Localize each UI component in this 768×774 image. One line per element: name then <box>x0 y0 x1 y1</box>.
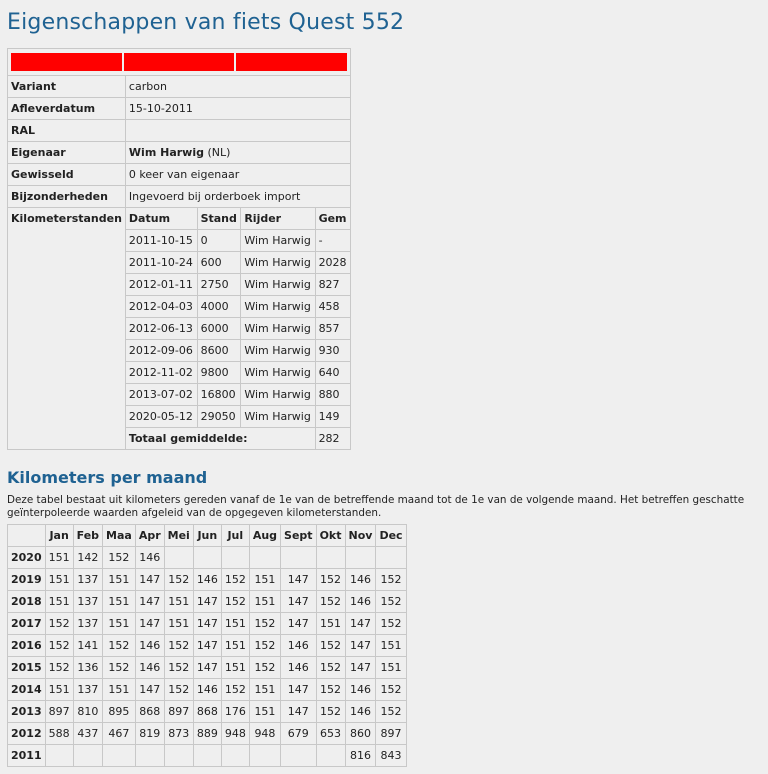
year-label: 2017 <box>8 613 46 635</box>
monthly-value-cell: 810 <box>73 701 102 723</box>
monthly-value-cell <box>376 547 406 569</box>
monthly-value-cell <box>193 547 221 569</box>
monthly-row <box>8 569 407 591</box>
monthly-value-cell: 895 <box>103 701 136 723</box>
monthly-value-cell: 151 <box>316 613 345 635</box>
bijzonderheden-value: Ingevoerd bij orderboek import <box>125 186 350 208</box>
km-stand-cell: 4000 <box>197 296 241 318</box>
km-datum-cell: 2013-07-02 <box>126 384 197 406</box>
monthly-value-cell: 137 <box>73 591 102 613</box>
monthly-value-cell: 152 <box>249 635 280 657</box>
monthly-value-cell: 151 <box>221 657 249 679</box>
color-swatch <box>236 53 347 71</box>
gewisseld-label: Gewisseld <box>8 164 126 186</box>
monthly-row <box>8 701 407 723</box>
monthly-value-cell <box>316 547 345 569</box>
monthly-value-cell: 147 <box>281 701 317 723</box>
monthly-value-cell <box>345 547 376 569</box>
km-stand-cell: 6000 <box>197 318 241 340</box>
month-header: Nov <box>345 525 376 547</box>
km-datum-cell: 2012-01-11 <box>126 274 197 296</box>
km-rijder-cell: Wim Harwig <box>241 362 315 384</box>
monthly-value-cell: 152 <box>316 591 345 613</box>
monthly-value-cell: 147 <box>193 591 221 613</box>
monthly-value-cell: 152 <box>103 635 136 657</box>
monthly-value-cell: 816 <box>345 745 376 767</box>
monthly-value-cell: 151 <box>249 701 280 723</box>
year-label: 2011 <box>8 745 46 767</box>
monthly-value-cell <box>281 547 317 569</box>
km-total-value: 282 <box>315 428 350 450</box>
monthly-value-cell: 860 <box>345 723 376 745</box>
monthly-value-cell: 897 <box>376 723 406 745</box>
km-rijder-cell: Wim Harwig <box>241 252 315 274</box>
monthly-value-cell: 146 <box>345 701 376 723</box>
monthly-value-cell: 147 <box>345 635 376 657</box>
monthly-value-cell: 151 <box>221 613 249 635</box>
owner-name: Wim Harwig <box>128 146 204 159</box>
year-label: 2018 <box>8 591 46 613</box>
monthly-value-cell: 152 <box>376 613 406 635</box>
monthly-value-cell: 152 <box>164 635 193 657</box>
monthly-value-cell: 151 <box>45 591 73 613</box>
gewisseld-row <box>8 164 351 186</box>
km-stand-cell: 600 <box>197 252 241 274</box>
monthly-value-cell: 151 <box>376 635 406 657</box>
monthly-value-cell: 146 <box>135 635 164 657</box>
year-label: 2014 <box>8 679 46 701</box>
km-datum-cell: 2012-06-13 <box>126 318 197 340</box>
monthly-corner-cell <box>8 525 46 547</box>
monthly-value-cell: 868 <box>193 701 221 723</box>
month-header: Feb <box>73 525 102 547</box>
km-gem-cell: 640 <box>315 362 350 384</box>
monthly-value-cell: 141 <box>73 635 102 657</box>
color-bar-row <box>8 49 351 76</box>
monthly-value-cell: 147 <box>135 591 164 613</box>
monthly-value-cell <box>221 745 249 767</box>
km-row <box>126 230 350 252</box>
km-gem-cell: 880 <box>315 384 350 406</box>
monthly-value-cell: 437 <box>73 723 102 745</box>
monthly-value-cell: 889 <box>193 723 221 745</box>
km-stand-cell: 29050 <box>197 406 241 428</box>
monthly-value-cell: 147 <box>281 679 317 701</box>
km-rijder-cell: Wim Harwig <box>241 296 315 318</box>
monthly-value-cell <box>193 745 221 767</box>
km-row <box>126 252 350 274</box>
monthly-value-cell <box>103 745 136 767</box>
km-header-rijder: Rijder <box>241 208 315 230</box>
monthly-row <box>8 723 407 745</box>
monthly-value-cell: 152 <box>249 657 280 679</box>
monthly-value-cell: 152 <box>164 657 193 679</box>
km-header-row <box>126 208 350 230</box>
monthly-row <box>8 591 407 613</box>
owner-country: (NL) <box>203 146 231 159</box>
monthly-value-cell: 152 <box>103 547 136 569</box>
gewisseld-value: 0 keer van eigenaar <box>125 164 350 186</box>
monthly-value-cell <box>45 745 73 767</box>
monthly-title: Kilometers per maand <box>7 468 208 487</box>
afleverdatum-value: 15-10-2011 <box>125 98 350 120</box>
km-row <box>126 384 350 406</box>
monthly-value-cell: 146 <box>345 591 376 613</box>
month-header: Jan <box>45 525 73 547</box>
km-row <box>126 274 350 296</box>
km-gem-cell: 827 <box>315 274 350 296</box>
month-header: Jun <box>193 525 221 547</box>
month-header: Maa <box>103 525 136 547</box>
km-gem-cell: 930 <box>315 340 350 362</box>
year-label: 2012 <box>8 723 46 745</box>
monthly-value-cell: 152 <box>316 657 345 679</box>
monthly-value-cell: 146 <box>345 569 376 591</box>
bijzonderheden-label: Bijzonderheden <box>8 186 126 208</box>
km-header-stand: Stand <box>197 208 241 230</box>
monthly-value-cell <box>135 745 164 767</box>
monthly-value-cell <box>316 745 345 767</box>
monthly-value-cell: 467 <box>103 723 136 745</box>
page-title: Eigenschappen van fiets Quest 552 <box>7 10 405 35</box>
month-header: Jul <box>221 525 249 547</box>
monthly-table <box>7 524 407 767</box>
color-swatch <box>11 53 122 71</box>
eigenaar-row <box>8 142 351 164</box>
monthly-value-cell: 897 <box>164 701 193 723</box>
monthly-value-cell: 151 <box>103 591 136 613</box>
kilometerstanden-label: Kilometerstanden <box>8 208 126 450</box>
monthly-value-cell: 136 <box>73 657 102 679</box>
monthly-value-cell: 868 <box>135 701 164 723</box>
monthly-value-cell: 152 <box>376 569 406 591</box>
km-rijder-cell: Wim Harwig <box>241 274 315 296</box>
monthly-row <box>8 547 407 569</box>
monthly-value-cell: 147 <box>345 613 376 635</box>
monthly-value-cell: 152 <box>45 635 73 657</box>
monthly-row <box>8 613 407 635</box>
monthly-value-cell: 146 <box>281 657 317 679</box>
monthly-value-cell: 152 <box>164 569 193 591</box>
km-header-datum: Datum <box>126 208 197 230</box>
monthly-value-cell <box>164 745 193 767</box>
monthly-value-cell: 679 <box>281 723 317 745</box>
km-gem-cell: 458 <box>315 296 350 318</box>
bijzonderheden-row <box>8 186 351 208</box>
monthly-row <box>8 679 407 701</box>
month-header: Okt <box>316 525 345 547</box>
km-rijder-cell: Wim Harwig <box>241 230 315 252</box>
monthly-value-cell: 588 <box>45 723 73 745</box>
variant-value: carbon <box>125 76 350 98</box>
monthly-value-cell: 147 <box>193 635 221 657</box>
monthly-value-cell: 152 <box>221 569 249 591</box>
monthly-value-cell: 151 <box>164 613 193 635</box>
variant-row <box>8 76 351 98</box>
monthly-value-cell: 151 <box>45 547 73 569</box>
km-gem-cell: - <box>315 230 350 252</box>
monthly-value-cell: 152 <box>316 701 345 723</box>
monthly-value-cell: 152 <box>45 657 73 679</box>
monthly-value-cell: 151 <box>221 635 249 657</box>
month-header: Aug <box>249 525 280 547</box>
month-header: Sept <box>281 525 317 547</box>
monthly-header-row <box>8 525 407 547</box>
km-stand-cell: 0 <box>197 230 241 252</box>
monthly-value-cell: 653 <box>316 723 345 745</box>
km-stand-cell: 9800 <box>197 362 241 384</box>
km-row <box>126 318 350 340</box>
monthly-value-cell: 146 <box>135 547 164 569</box>
monthly-row <box>8 745 407 767</box>
monthly-value-cell: 151 <box>249 679 280 701</box>
monthly-value-cell: 147 <box>135 679 164 701</box>
monthly-value-cell: 843 <box>376 745 406 767</box>
monthly-value-cell: 152 <box>376 591 406 613</box>
km-row <box>126 340 350 362</box>
monthly-value-cell: 147 <box>345 657 376 679</box>
monthly-value-cell <box>249 547 280 569</box>
color-swatch <box>124 53 235 71</box>
monthly-row <box>8 635 407 657</box>
km-rijder-cell: Wim Harwig <box>241 384 315 406</box>
eigenaar-label: Eigenaar <box>8 142 126 164</box>
monthly-value-cell: 152 <box>316 635 345 657</box>
monthly-value-cell: 152 <box>249 613 280 635</box>
monthly-value-cell: 147 <box>135 613 164 635</box>
monthly-value-cell <box>164 547 193 569</box>
kilometerstanden-table <box>126 208 350 449</box>
km-datum-cell: 2012-11-02 <box>126 362 197 384</box>
monthly-value-cell: 146 <box>193 569 221 591</box>
monthly-value-cell: 147 <box>281 613 317 635</box>
monthly-value-cell: 147 <box>281 591 317 613</box>
monthly-value-cell: 948 <box>221 723 249 745</box>
monthly-value-cell: 151 <box>249 569 280 591</box>
km-datum-cell: 2011-10-15 <box>126 230 197 252</box>
eigenaar-value <box>125 142 350 164</box>
km-rijder-cell: Wim Harwig <box>241 318 315 340</box>
ral-label: RAL <box>8 120 126 142</box>
km-row <box>126 406 350 428</box>
km-total-row <box>126 428 350 450</box>
monthly-value-cell <box>221 547 249 569</box>
monthly-value-cell: 152 <box>164 679 193 701</box>
km-row <box>126 362 350 384</box>
monthly-value-cell: 873 <box>164 723 193 745</box>
monthly-value-cell: 151 <box>164 591 193 613</box>
km-stand-cell: 8600 <box>197 340 241 362</box>
month-header: Apr <box>135 525 164 547</box>
monthly-row <box>8 657 407 679</box>
monthly-value-cell <box>249 745 280 767</box>
variant-label: Variant <box>8 76 126 98</box>
year-label: 2020 <box>8 547 46 569</box>
km-datum-cell: 2011-10-24 <box>126 252 197 274</box>
year-label: 2013 <box>8 701 46 723</box>
monthly-value-cell: 152 <box>45 613 73 635</box>
km-datum-cell: 2012-04-03 <box>126 296 197 318</box>
monthly-value-cell: 146 <box>135 657 164 679</box>
monthly-value-cell: 147 <box>281 569 317 591</box>
km-rijder-cell: Wim Harwig <box>241 406 315 428</box>
monthly-value-cell: 897 <box>45 701 73 723</box>
year-label: 2015 <box>8 657 46 679</box>
ral-value <box>125 120 350 142</box>
km-rijder-cell: Wim Harwig <box>241 340 315 362</box>
monthly-value-cell: 819 <box>135 723 164 745</box>
monthly-value-cell: 137 <box>73 679 102 701</box>
monthly-value-cell: 146 <box>345 679 376 701</box>
monthly-value-cell: 147 <box>193 657 221 679</box>
monthly-value-cell: 151 <box>103 569 136 591</box>
monthly-value-cell: 152 <box>103 657 136 679</box>
monthly-value-cell: 147 <box>135 569 164 591</box>
monthly-value-cell: 152 <box>316 569 345 591</box>
monthly-value-cell: 151 <box>249 591 280 613</box>
afleverdatum-row <box>8 98 351 120</box>
monthly-value-cell: 146 <box>193 679 221 701</box>
monthly-value-cell: 151 <box>103 679 136 701</box>
month-header: Mei <box>164 525 193 547</box>
month-header: Dec <box>376 525 406 547</box>
km-total-label: Totaal gemiddelde: <box>126 428 315 450</box>
properties-table <box>7 48 351 450</box>
year-label: 2019 <box>8 569 46 591</box>
monthly-value-cell: 137 <box>73 569 102 591</box>
color-swatches <box>11 53 347 71</box>
km-header-gem: Gem <box>315 208 350 230</box>
monthly-value-cell: 151 <box>103 613 136 635</box>
monthly-value-cell: 176 <box>221 701 249 723</box>
monthly-value-cell: 152 <box>221 591 249 613</box>
km-stand-cell: 2750 <box>197 274 241 296</box>
km-gem-cell: 2028 <box>315 252 350 274</box>
monthly-value-cell: 152 <box>376 701 406 723</box>
monthly-description: Deze tabel bestaat uit kilometers gereden vanaf de 1e van de betreffende maand tot de 1e van de volgende maand. Het betreffen geschatte geïnterpoleerde waarden afgeleid van de opgegeven kilometerstanden. <box>7 494 745 519</box>
monthly-value-cell: 147 <box>193 613 221 635</box>
monthly-value-cell: 151 <box>45 679 73 701</box>
monthly-value-cell: 137 <box>73 613 102 635</box>
kilometerstanden-row <box>8 208 351 450</box>
monthly-value-cell: 152 <box>376 679 406 701</box>
monthly-value-cell: 146 <box>281 635 317 657</box>
km-gem-cell: 149 <box>315 406 350 428</box>
monthly-value-cell: 151 <box>45 569 73 591</box>
monthly-value-cell <box>73 745 102 767</box>
monthly-value-cell: 948 <box>249 723 280 745</box>
km-stand-cell: 16800 <box>197 384 241 406</box>
afleverdatum-label: Afleverdatum <box>8 98 126 120</box>
monthly-value-cell: 152 <box>221 679 249 701</box>
monthly-value-cell: 142 <box>73 547 102 569</box>
monthly-value-cell: 151 <box>376 657 406 679</box>
monthly-value-cell: 152 <box>316 679 345 701</box>
ral-row <box>8 120 351 142</box>
km-datum-cell: 2012-09-06 <box>126 340 197 362</box>
year-label: 2016 <box>8 635 46 657</box>
monthly-value-cell <box>281 745 317 767</box>
km-datum-cell: 2020-05-12 <box>126 406 197 428</box>
km-row <box>126 296 350 318</box>
km-gem-cell: 857 <box>315 318 350 340</box>
